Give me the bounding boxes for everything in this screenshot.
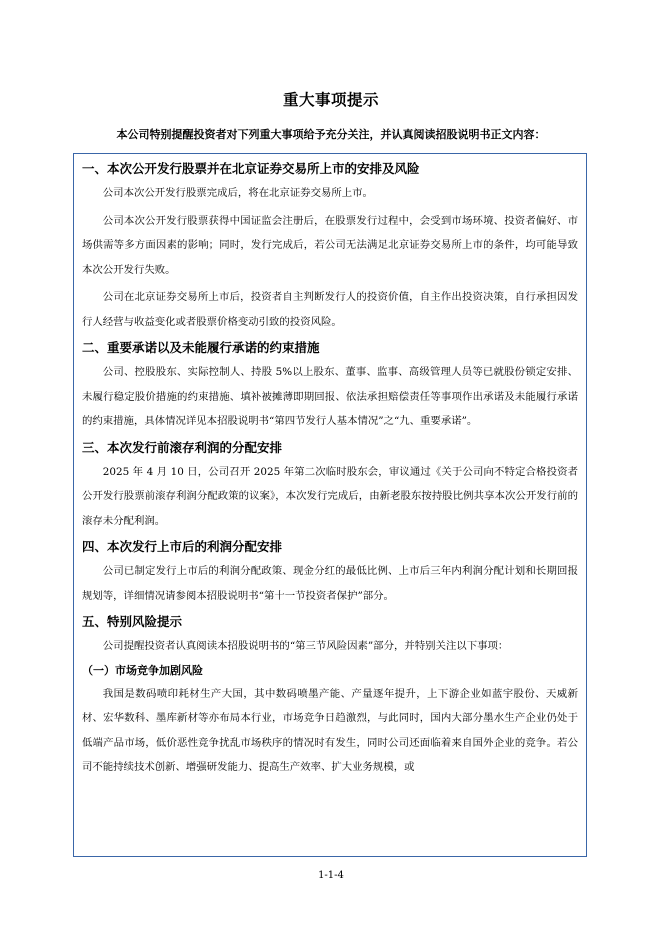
section-3-heading: 三、本次发行前滚存利润的分配安排 xyxy=(82,439,283,455)
section-1-paragraph-2: 公司本次公开发行股票获得中国证监会注册后，在股票发行过程中，会受到市场环境、投资者偏好、市场供需等多方面因素的影响；同时，发行完成后，若公司无法满足北京证券交易所上市的条件，均可能导致本次公开发行失败。 xyxy=(82,214,578,276)
section-2-heading: 二、重要承诺以及未能履行承诺的约束措施 xyxy=(82,340,320,355)
section-5-heading: 五、特别风险提示 xyxy=(82,614,183,629)
page-subtitle: 本公司特别提醒投资者对下列重大事项给予充分关注，并认真阅读招股说明书正文内容： xyxy=(116,128,546,141)
section-1-paragraph-1: 公司本次公开发行股票完成后，将在北京证券交易所上市。 xyxy=(102,187,373,199)
section-1-heading: 一、本次公开发行股票并在北京证券交易所上市的安排及风险 xyxy=(82,161,420,176)
section-4-heading: 四、本次发行上市后的利润分配安排 xyxy=(82,539,283,554)
section-5-subheading: （一）市场竞争加剧风险 xyxy=(82,663,203,677)
section-5-paragraph-1: 公司提醒投资者认真阅读本招股说明书的“第三节风险因素”部分，并特别关注以下事项： xyxy=(102,640,509,652)
page-number: 1-1-4 xyxy=(318,870,344,881)
section-5-sub-paragraph-1: 我国是数码喷印耗材生产大国，其中数码喷墨产能、产量逐年提升，上下游企业如蓝宇股份、天威新材、宏华数科、墨库新材等亦布局本行业，市场竞争日趋激烈，与此同时，国内大部分墨水生产企业仍处于低端产品市场，低价恶性竞争扰乱市场秩序的情况时有发生，同时公司还面临着来自国外企业的竞争。若公司不能持续技术创新、增强研发能力、提高生产效率、扩大业务规模，或 xyxy=(82,687,578,773)
page-title: 重大事项提示 xyxy=(282,91,379,109)
section-1-paragraph-3: 公司在北京证券交易所上市后，投资者自主判断发行人的投资价值，自主作出投资决策，自行承担因发行人经营与收益变化或者股票价格变动引致的投资风险。 xyxy=(82,291,578,328)
section-4-paragraph-1: 公司已制定发行上市后的利润分配政策、现金分红的最低比例、上市后三年内利润分配计划和长期回报规划等，详细情况请参阅本招股说明书“第十一节投资者保护”部分。 xyxy=(82,565,578,602)
content-box xyxy=(73,153,587,857)
section-2-paragraph-1: 公司、控股股东、实际控制人、持股 5%以上股东、董事、监事、高级管理人员等已就股份锁定安排、未履行稳定股价措施的约束措施、填补被摊薄即期回报、依法承担赔偿责任等事项作出承诺及未能履行承诺的约束措施，具体情况详见本招股说明书“第四节发行人基本情况”之“九、重要承诺”。 xyxy=(82,366,578,427)
section-3-paragraph-1: 2025 年 4 月 10 日，公司召开 2025 年第二次临时股东会，审议通过《关于公司向不特定合格投资者公开发行股票前滚存利润分配政策的议案》，本次发行完成后，由新老股东按持股比例共享本次公开发行前的滚存未分配利润。 xyxy=(82,465,578,527)
